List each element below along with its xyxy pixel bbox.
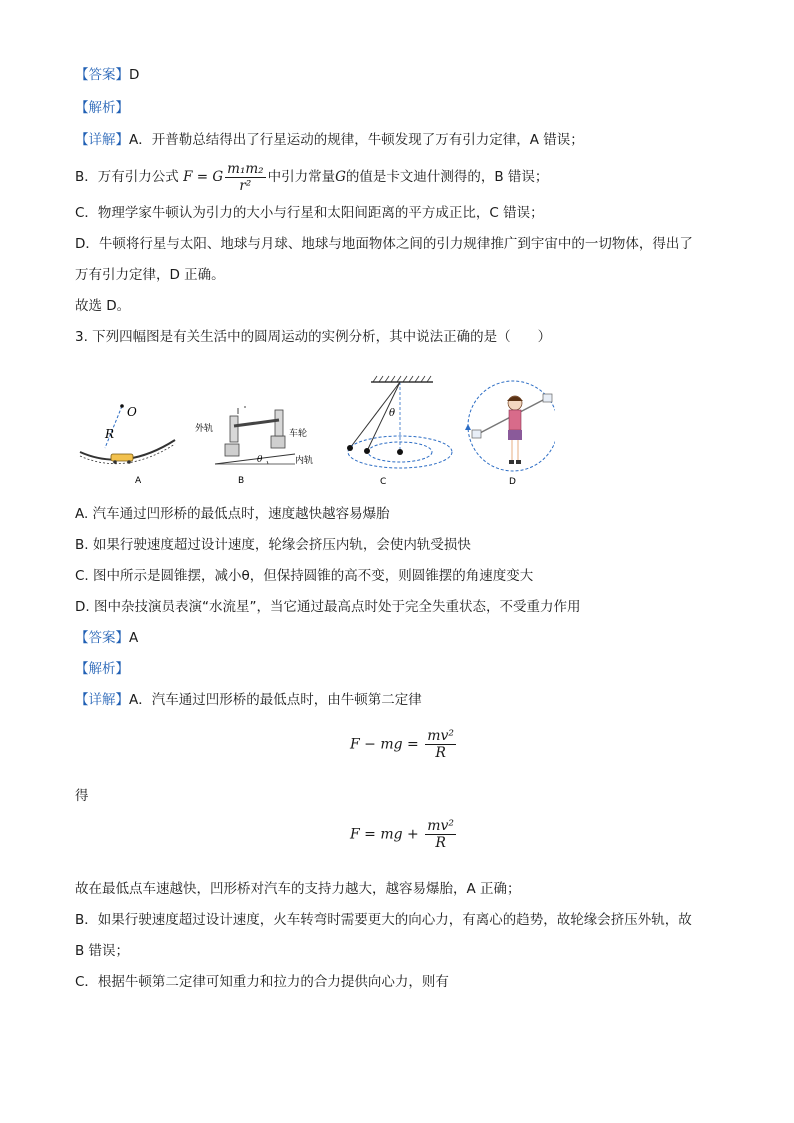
option-a: A. 汽车通过凹形桥的最低点时，速度越快越容易爆胎: [75, 506, 390, 522]
panel-a-concave-bridge: [80, 404, 175, 486]
circular-motion-figure: [75, 368, 555, 486]
analysis-tag: 【解析】: [75, 100, 129, 116]
gravity-fraction: $\frac{\text{m₁m₂}}{\text{r²}}$: [227, 160, 264, 194]
panel-c-conical-pendulum: [347, 376, 452, 486]
answer-tag: 【答案】: [75, 67, 129, 83]
q3-answer-value: A: [129, 630, 139, 646]
q3-conclusion-a: 故在最低点车速越快，凹形桥对汽车的支持力越大，越容易爆胎，A 正确；: [75, 881, 521, 897]
panel-a-label: A: [135, 476, 142, 486]
detail-c-line: C．物理学家牛顿认为引力的大小与行星和太阳间距离的平方成正比，C 错误；: [75, 205, 544, 221]
arrow-left-icon: [465, 424, 471, 430]
q3-detail-a-line: 【详解】A．汽车通过凹形桥的最低点时，由牛顿第二定律: [75, 692, 422, 708]
q3-analysis-tag: 【解析】: [75, 661, 129, 677]
answer-value: D: [129, 67, 140, 83]
label-inner-rail: 内轨: [295, 456, 314, 466]
q3-detail-b-line-1: B．如果行驶速度超过设计速度，火车转弯时需要更大的向心力，有离心的趋势，故轮缘会挤压外轨，故: [75, 912, 692, 928]
panel-c-label: C: [380, 477, 387, 486]
detail-a-line: [75, 131, 584, 149]
option-b: B. 如果行驶速度超过设计速度，轮缘会挤压内轨，会使内轨受损快: [75, 537, 471, 553]
detail-d-line-1: D．牛顿将行星与太阳、地球与月球、地球与地面物体之间的引力规律推广到宇宙中的一切物体，得出了: [75, 236, 693, 252]
equation-1-fraction: $\frac{\text{mv²}}{R}$: [427, 728, 455, 761]
q3-detail-b-line-2: B 错误；: [75, 943, 130, 959]
panel-b-banked-track: [195, 406, 313, 486]
label-R: R: [105, 427, 115, 441]
q3-detail-c-line: C．根据牛顿第二定律可知重力和拉力的合力提供向心力，则有: [75, 974, 449, 990]
detail-a-text: A．开普勒总结得出了行星运动的规律，牛顿发现了万有引力定律，A 错误；: [129, 132, 584, 148]
detail-tag: 【详解】: [75, 132, 129, 148]
label-wheel: 车轮: [289, 429, 308, 439]
equation-2: F = mg + $\frac{\text{mv²}}{R}$: [350, 818, 455, 851]
panel-d-label: D: [509, 477, 516, 486]
conclusion: 故选 D。: [75, 298, 131, 314]
detail-b-line: B．万有引力公式 F = G $\frac{\text{m₁m₂}}{\text{r²}}$ 中引力常量G的值是卡文迪什测得的，B 错误；: [75, 160, 549, 194]
panel-b-label: B: [238, 476, 245, 486]
label-outer-rail: 外轨: [195, 424, 214, 434]
detail-d-line-2: 万有引力定律，D 正确。: [75, 267, 225, 283]
panel-d-water-meteor: [465, 381, 555, 486]
option-c: C. 图中所示是圆锥摆，减小θ，但保持圆锥的高不变，则圆锥摆的角速度变大: [75, 568, 534, 584]
bucket-left: [472, 430, 481, 438]
answer-line: [75, 66, 139, 84]
label-O: O: [127, 405, 137, 419]
car-icon: [111, 454, 133, 461]
bucket-right: [543, 394, 552, 402]
equation-1: F − mg = $\frac{\text{mv²}}{R}$: [350, 728, 455, 761]
q3-answer-line: 【答案】A: [75, 630, 139, 646]
question-stem: 3. 下列四幅图是有关生活中的圆周运动的实例分析，其中说法正确的是（ ）: [75, 329, 552, 345]
option-d: D. 图中杂技演员表演“水流星”，当它通过最高点时处于完全失重状态，不受重力作用: [75, 599, 581, 615]
label-theta-b: θ: [257, 455, 263, 465]
de-text: 得: [75, 788, 89, 804]
label-theta-c: θ: [389, 408, 396, 419]
equation-2-fraction: $\frac{\text{mv²}}{R}$: [427, 818, 455, 851]
